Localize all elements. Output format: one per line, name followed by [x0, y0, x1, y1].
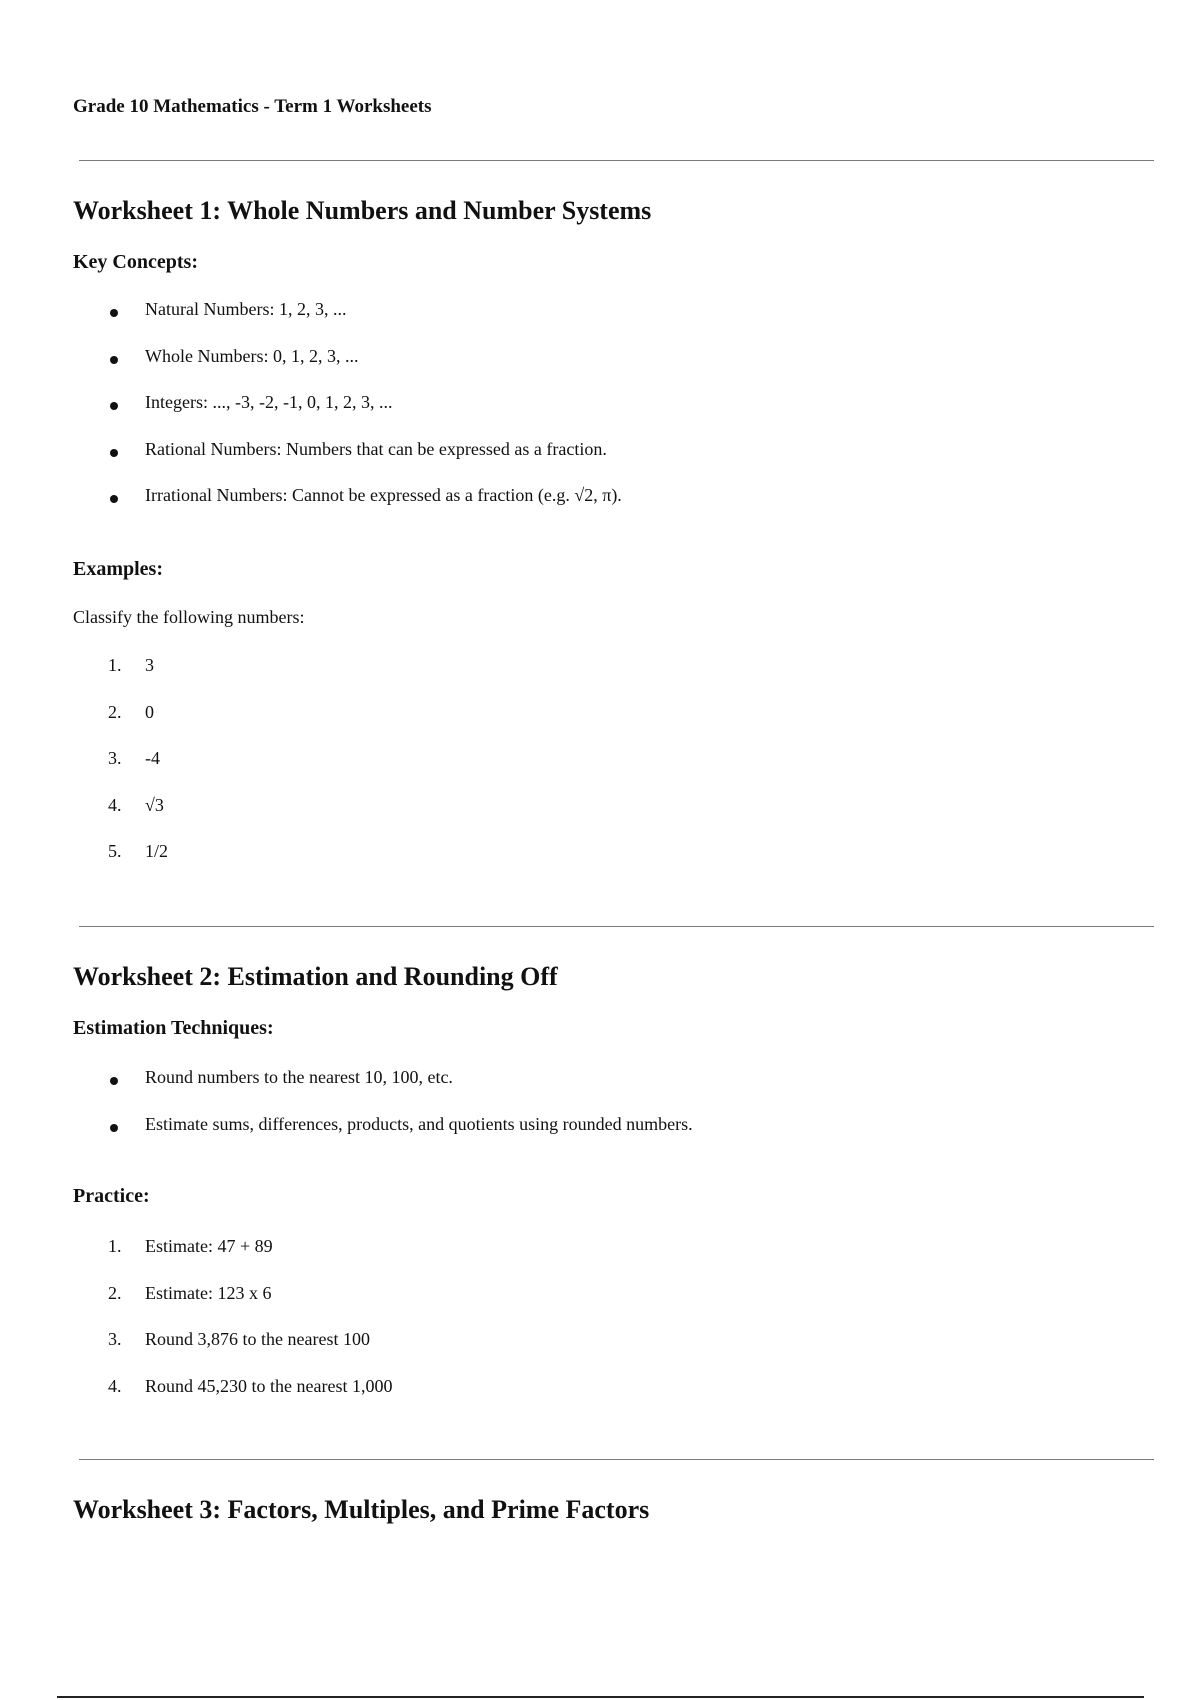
bullet-icon	[110, 356, 118, 364]
bullet-icon	[110, 495, 118, 503]
estimation-techniques-heading: Estimation Techniques:	[73, 1017, 274, 1039]
bullet-icon	[110, 1124, 118, 1132]
bullet-icon	[110, 309, 118, 317]
worksheet-3-heading: Worksheet 3: Factors, Multiples, and Prime Factors	[73, 1495, 650, 1524]
section-divider	[79, 160, 1154, 161]
document-page: Grade 10 Mathematics - Term 1 Worksheets Worksheet 1: Whole Numbers and Number Systems Key Concepts: Natural Numbers: 1, 2, 3, ... Whole Numbers: 0, 1, 2, 3, ... Integers: ..., -3, -2, -1, 0, 1, 2, 3, ... Rational Numbers: Numbers that can be expressed as a fraction. Irrational Numbers: Cannot be expressed as a fraction (e.g. √2, π). Examples: Classify the following numbers: 1. 3 2. 0 3. -4 4. √3 5. 1/2 Worksheet 2: Estimation and Rounding Off Estimation Techniques: Round numbers to the nearest 10, 100, etc. Estimate sums, differences, products, and quotients using rounded numbers. Practice: 1. Estimate: 47 + 89 2. Estimate: 123 x 6 3. Round 3,876 to the nearest 100 4. Round 45,230 to the nearest 1,000 Worksheet 3: Factors, Multiples, and Prime Factors	[0, 0, 1200, 1700]
key-concepts-heading: Key Concepts:	[73, 251, 198, 273]
bullet-icon	[110, 402, 118, 410]
document-title: Grade 10 Mathematics - Term 1 Worksheets	[73, 96, 432, 117]
bullet-icon	[110, 449, 118, 457]
page-bottom-border	[57, 1696, 1144, 1698]
section-divider	[79, 926, 1154, 927]
examples-intro: Classify the following numbers:	[73, 607, 305, 627]
worksheet-2-heading: Worksheet 2: Estimation and Rounding Off	[73, 962, 558, 991]
examples-heading: Examples:	[73, 558, 163, 580]
bullet-icon	[110, 1077, 118, 1085]
section-divider	[79, 1459, 1154, 1460]
practice-heading: Practice:	[73, 1185, 150, 1207]
worksheet-1-heading: Worksheet 1: Whole Numbers and Number Systems	[73, 196, 652, 225]
